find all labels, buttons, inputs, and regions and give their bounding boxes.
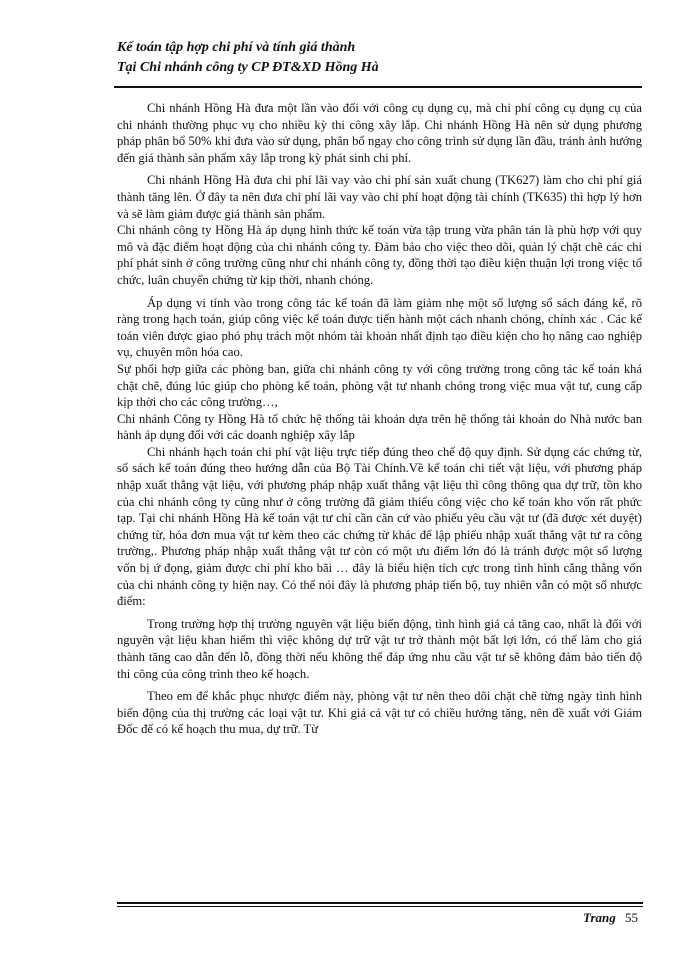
paragraph: Sự phối hợp giữa các phòng ban, giữa chi nhánh công ty với công trường trong công tác kế toán khá chặt chẽ, đúng lúc giúp cho phòng kế toán, phòng vật tư nhanh chóng trong việc mua vật tư, cung cấp kịp thời cho các công trường…, (117, 361, 642, 410)
paragraph: Chi nhánh Công ty Hồng Hà tổ chức hệ thống tài khoản dựa trên hệ thống tài khoản do Nhà nước ban hành áp dụng đối với các doanh nghiệp xây lắp (117, 411, 642, 443)
paragraph: Chi nhánh Hồng Hà đưa một lần vào đối với công cụ dụng cụ, mà chi phí công cụ dụng cụ của chi nhánh thường phục vụ cho nhiều kỳ thi công xây lắp. Chi nhánh Hồng Hà nên sử dụng phương pháp phân bổ 50% khi đưa vào sử dụng, phân bổ ngay cho công trình sử dụng lần đầu, tránh ảnh hưởng đến giá thành sản phẩm xây lắp trong kỳ phát sinh chi phí. (117, 101, 642, 165)
header-subtitle: Tại Chi nhánh công ty CP ĐT&XD Hồng Hà (117, 60, 379, 75)
paragraph: Trong trường hợp thị trường nguyên vật liệu biến động, tình hình giá cả tăng cao, nhất là đối với nguyên vật liệu khan hiếm thì việc không dự trữ vật tư trở thành một bất lợi lớn, có thể làm cho giá thành tăng cao dẫn đến lỗ, đồng thời nếu không thể đáp ứng nhu cầu vật tư sẽ không đảm bảo tiến độ thi công của công trình theo kế hoạch. (117, 616, 642, 681)
page-label: Trang (583, 910, 616, 925)
paragraph: Chi nhánh hạch toán chi phí vật liệu trực tiếp đúng theo chế độ quy định. Sử dụng các chứng từ, sổ sách kế toán đúng theo hướng dẫn của Bộ Tài Chính.Về kế toán chi tiết vật liệu, với phương pháp nhập xuất thẳng vật liệu, với phương pháp nhập xuất thẳng vật liệu thì công thông qua dự trữ, tồn kho của chi nhánh công ty cũng như ở công trường đã giảm thiểu công việc cho kế toán kho vốn rất phức tạp. Tại chi nhánh Hồng Hà kế toán vật tư chỉ cần căn cứ vào phiếu yêu cầu vật tư (đã được xét duyệt) chứng từ, hóa đơn mua vật tư kèm theo các chứng từ khác để lập phiếu nhập xuất thẳng vật tư ra công trường,. Phương pháp nhập xuất thẳng vật tư còn có một ưu điểm lớn đó là tránh được một số lượng vốn bị ứ đọng, giảm được chi phí kho bãi … đây là biểu hiện tích cực trong tình hình cắng thẳng vốn của chi nhánh công ty hiện nay. Có thể nói đây là phương pháp tiến bộ, tuy nhiên vẫn có một số nhược điểm: (117, 444, 642, 609)
footer-rule (117, 902, 643, 904)
header-title: Kế toán tập hợp chi phí và tính giá thành (117, 40, 356, 55)
header-rule (114, 86, 642, 88)
page-header (117, 38, 647, 78)
footer-rule-thin (117, 906, 643, 907)
paragraph: Chi nhánh Hồng Hà đưa chi phí lãi vay vào chi phí sản xuất chung (TK627) làm cho chi phí giá thành tăng lên. Ở đây ta nên đưa chi phí lãi vay vào chi phí hoạt động tài chính (TK635) thì hợp lý hơn và sẽ làm giảm được giá thành sản phẩm. (117, 173, 642, 221)
paragraph: Theo em để khắc phục nhược điểm này, phòng vật tư nên theo dõi chặt chẽ từng ngày tình hình biến động của thị trường các loại vật tư. Khi giá cả vật tư có chiều hướng tăng, nên đề xuất với Giám Đốc để có kế hoạch thu mua, dự trữ. Từ (117, 689, 642, 737)
page-footer (583, 910, 638, 926)
page-number: 55 (625, 910, 638, 925)
paragraph: Áp dụng vi tính vào trong công tác kế toán đã làm giảm nhẹ một số lượng sổ sách đáng kể, rõ ràng trong hạch toán, giúp công việc kế toán được tiến hành một cách nhanh chóng, chính xác . Các kế toán viên được giao phó phụ trách một nhóm tài khoản nhất định tạo điều kiện cho họ nâng cao nghiệp vụ, chuyên môn hóa cao. (117, 295, 642, 360)
paragraph: Chi nhánh công ty Hồng Hà áp dụng hình thức kế toán vừa tập trung vừa phân tán là phù hợp với quy mô và đặc điểm hoạt động của chi nhánh công ty. Đảm bảo cho việc theo dõi, quản lý chặt chẽ các chi phí phát sinh ở công trường cũng như chi nhánh công ty, đồng thời tạo điều kiện thuận lợi trong việc tổ chức, luân chuyển chứng từ kịp thời, nhanh chóng. (117, 223, 642, 287)
document-body (117, 100, 642, 744)
